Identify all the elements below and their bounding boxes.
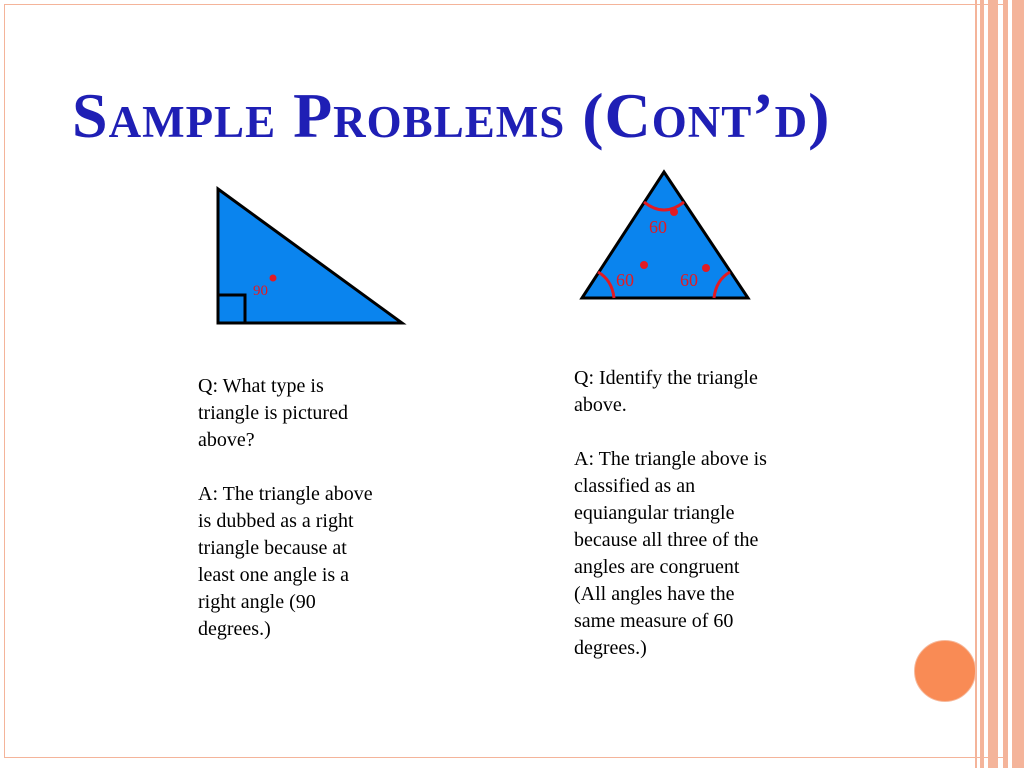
degree-mark: [640, 261, 648, 269]
angle-label-right: 60: [680, 270, 698, 290]
right-qa-block: [574, 365, 770, 662]
angle-label-top: 60: [649, 217, 667, 237]
angle-label-90: 90: [253, 283, 268, 299]
degree-mark: [270, 275, 277, 282]
left-question: Q: What type is triangle is pictured above?: [198, 375, 348, 451]
stripe-decoration: [1012, 0, 1024, 768]
angle-label-left: 60: [616, 270, 634, 290]
stripe-decoration: [980, 0, 984, 768]
stripe-decoration: [988, 0, 998, 768]
left-qa-block: [198, 373, 380, 643]
accent-circle: [914, 640, 976, 702]
degree-mark: [670, 208, 678, 216]
stripe-decoration: [1003, 0, 1008, 768]
right-triangle-figure: [210, 182, 410, 332]
equiangular-triangle-figure: [576, 166, 756, 306]
right-question: Q: Identify the triangle above.: [574, 367, 758, 416]
stripe-decoration: [975, 0, 977, 768]
degree-mark: [702, 264, 710, 272]
left-answer: A: The triangle above is dubbed as a right triangle because at least one angle is a right angle (90 degrees.): [198, 483, 373, 640]
slide-title: Sample Problems (Cont’d): [72, 80, 831, 151]
right-answer: A: The triangle above is classified as an equiangular triangle because all three of the angles are congruent (All angles have the same measure of 60 degrees.): [574, 448, 767, 659]
